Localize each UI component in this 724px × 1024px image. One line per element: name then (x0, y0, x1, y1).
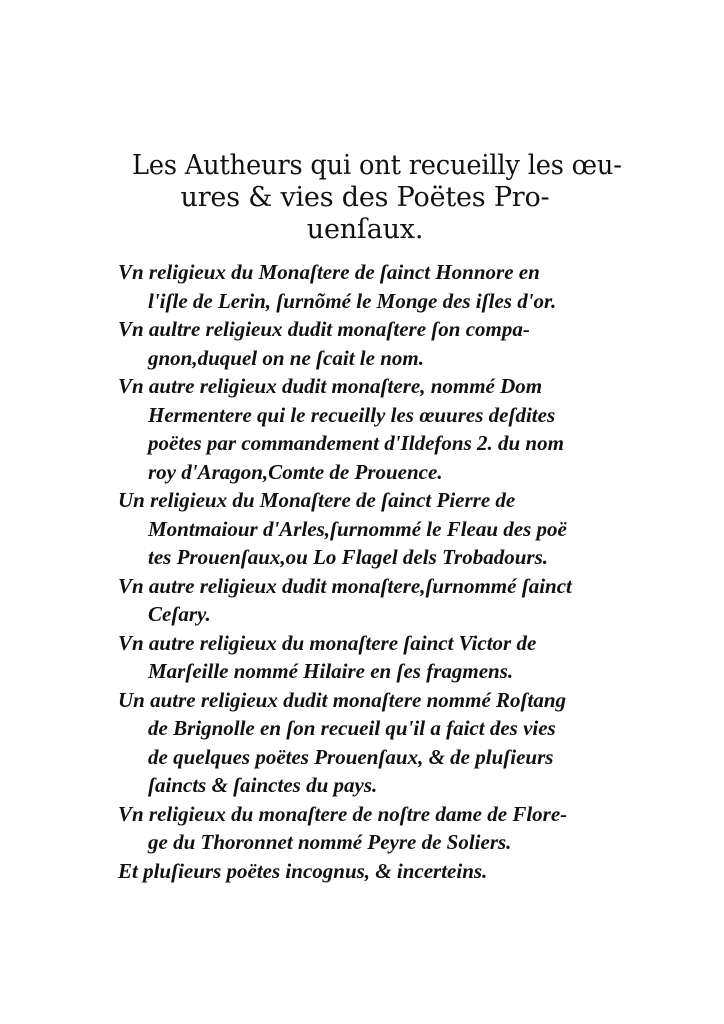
entry-first-line: Vn aultre religieux dudit monaſtere ſon compa- (118, 317, 530, 341)
author-entry (118, 857, 628, 886)
entry-first-line: Un autre religieux dudit monaſtere nommé Roſtang (118, 687, 567, 712)
author-entry (118, 572, 628, 629)
author-entry (118, 315, 628, 372)
author-list (118, 258, 628, 885)
entry-continuation-line: roy d'Aragon,Comte de Prouence. (148, 459, 443, 484)
author-entry (118, 372, 628, 486)
entry-continuation-line: Montmaiour d'Arles,ſurnommé le Fleau des poë (148, 516, 567, 541)
page-heading (120, 150, 622, 246)
author-entry (118, 686, 628, 800)
entry-continuation-line: ge du Thoronnet nommé Peyre de Soliers. (148, 830, 512, 854)
heading-line: uenſaux. (306, 214, 424, 245)
entry-continuation-line: ſaincts & ſainctes du pays. (148, 773, 378, 797)
author-entry (118, 258, 628, 315)
entry-continuation-line: de quelques poëtes Prouenſaux, & de pluſieurs (148, 744, 554, 769)
entry-continuation-line: gnon,duquel on ne ſcait le nom. (148, 345, 424, 370)
entry-first-line: Et pluſieurs poëtes incognus, & incerteins. (118, 858, 488, 883)
entry-first-line: Vn autre religieux dudit monaſtere,ſurnommé ſainct (118, 573, 572, 598)
heading-line: Les Autheurs qui ont recueilly les œu- (132, 150, 622, 181)
entry-first-line: Vn religieux du Monaſtere de ſainct Honnore en (118, 260, 540, 284)
entry-continuation-line: l'iſle de Lerin, ſurnõmé le Monge des iſles d'or. (148, 288, 557, 313)
author-entry (118, 486, 628, 572)
entry-first-line: Vn autre religieux dudit monaſtere, nommé Dom (118, 374, 543, 398)
entry-first-line: Vn religieux du monaſtere de noſtre dame de Flore- (118, 801, 568, 826)
entry-continuation-line: de Brignolle en ſon recueil qu'il a faict des vies (148, 716, 556, 740)
author-entry (118, 629, 628, 686)
entry-continuation-line: Marſeille nommé Hilaire en ſes fragmens. (148, 659, 514, 683)
entry-continuation-line: Ceſary. (148, 602, 211, 626)
entry-continuation-line: tes Prouenſaux,ou Lo Flagel dels Trobadours. (148, 545, 549, 569)
entry-continuation-line: poëtes par commandement d'Ildefons 2. du nom (148, 431, 564, 455)
heading-line: ures & vies des Poëtes Pro- (180, 182, 550, 213)
entry-continuation-line: Hermentere qui le recueilly les œuures deſdites (148, 402, 556, 427)
entry-first-line: Vn autre religieux du monaſtere ſainct Victor de (118, 630, 537, 655)
entry-first-line: Un religieux du Monaſtere de ſainct Pierre de (118, 488, 516, 512)
author-entry (118, 800, 628, 857)
